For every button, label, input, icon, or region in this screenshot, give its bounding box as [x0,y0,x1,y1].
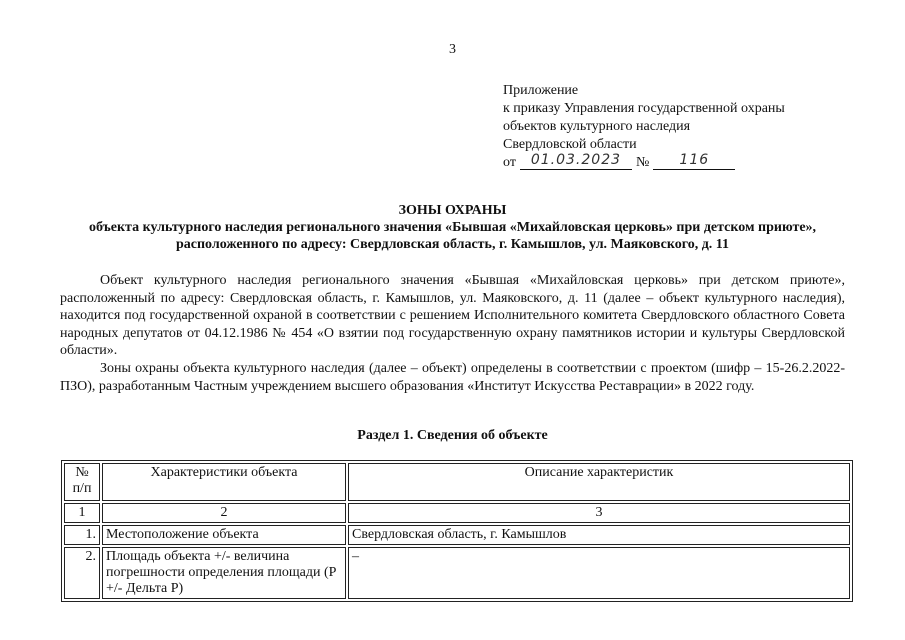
row-number-cell: 2. [64,547,100,599]
date-prefix: от [503,155,516,170]
appendix-line: к приказу Управления государственной охраны [503,101,785,116]
appendix-line: объектов культурного наследия [503,119,691,134]
index-cell: 1 [64,503,100,523]
body-text [60,272,845,395]
row-description-cell: – [348,547,850,599]
appendix-line: Приложение [503,83,579,98]
header-cell-description: Описание характеристик [348,463,850,501]
paragraph: Зоны охраны объекта культурного наследия (далее – объект) определены в соответствии с проектом (шифр – 15-26.2.2022-ПЗО), разработанным Частным учреждением высшего образования «Институт Искусства Реставрации» в 2022 году. [60,360,845,394]
number-prefix: № [635,155,650,170]
handwritten-number: 116 [653,153,735,170]
row-description-cell: Свердловская область, г. Камышлов [348,525,850,545]
section-heading: Раздел 1. Сведения об объекте [357,428,548,443]
table-index-row [64,503,850,523]
index-cell: 2 [102,503,346,523]
table-row [64,525,850,545]
appendix-block [503,82,863,172]
header-cell-characteristics: Характеристики объекта [102,463,346,501]
row-characteristic-cell: Площадь объекта +/- величина погрешности определения площади (Р +/- Дельта Р) [102,547,346,599]
object-info-table [61,460,853,602]
index-cell: 3 [348,503,850,523]
row-number-cell: 1. [64,525,100,545]
page-number: 3 [449,42,456,57]
table-row [64,547,850,599]
order-date-number-row [503,154,863,172]
paragraph: Объект культурного наследия регионального значения «Бывшая «Михайловская церковь» при детском приюте», расположенный по адресу: Свердловская область, г. Камышлов, ул. Маяковского, д. 11 (далее – объект культурного наследия), находится под государственной охраной в соответствии с решением Исполнительного комитета Свердловского областного Совета народных депутатов от 04.12.1986 № 454 «О взятии под государственную охрану памятников истории и культуры Свердловской области». [60,273,845,359]
appendix-line: Свердловской области [503,137,637,152]
handwritten-date: 01.03.2023 [520,153,632,170]
row-characteristic-cell: Местоположение объекта [102,525,346,545]
table-header-row [64,463,850,501]
header-cell-number: № п/п [64,463,100,501]
title-main: ЗОНЫ ОХРАНЫ [398,203,507,218]
document-title [60,202,845,253]
title-subtitle: объекта культурного наследия регионального значения «Бывшая «Михайловская церковь» при детском приюте», расположенного по адресу: Свердловская область, г. Камышлов, ул. Маяковского, д. 11 [88,220,817,252]
